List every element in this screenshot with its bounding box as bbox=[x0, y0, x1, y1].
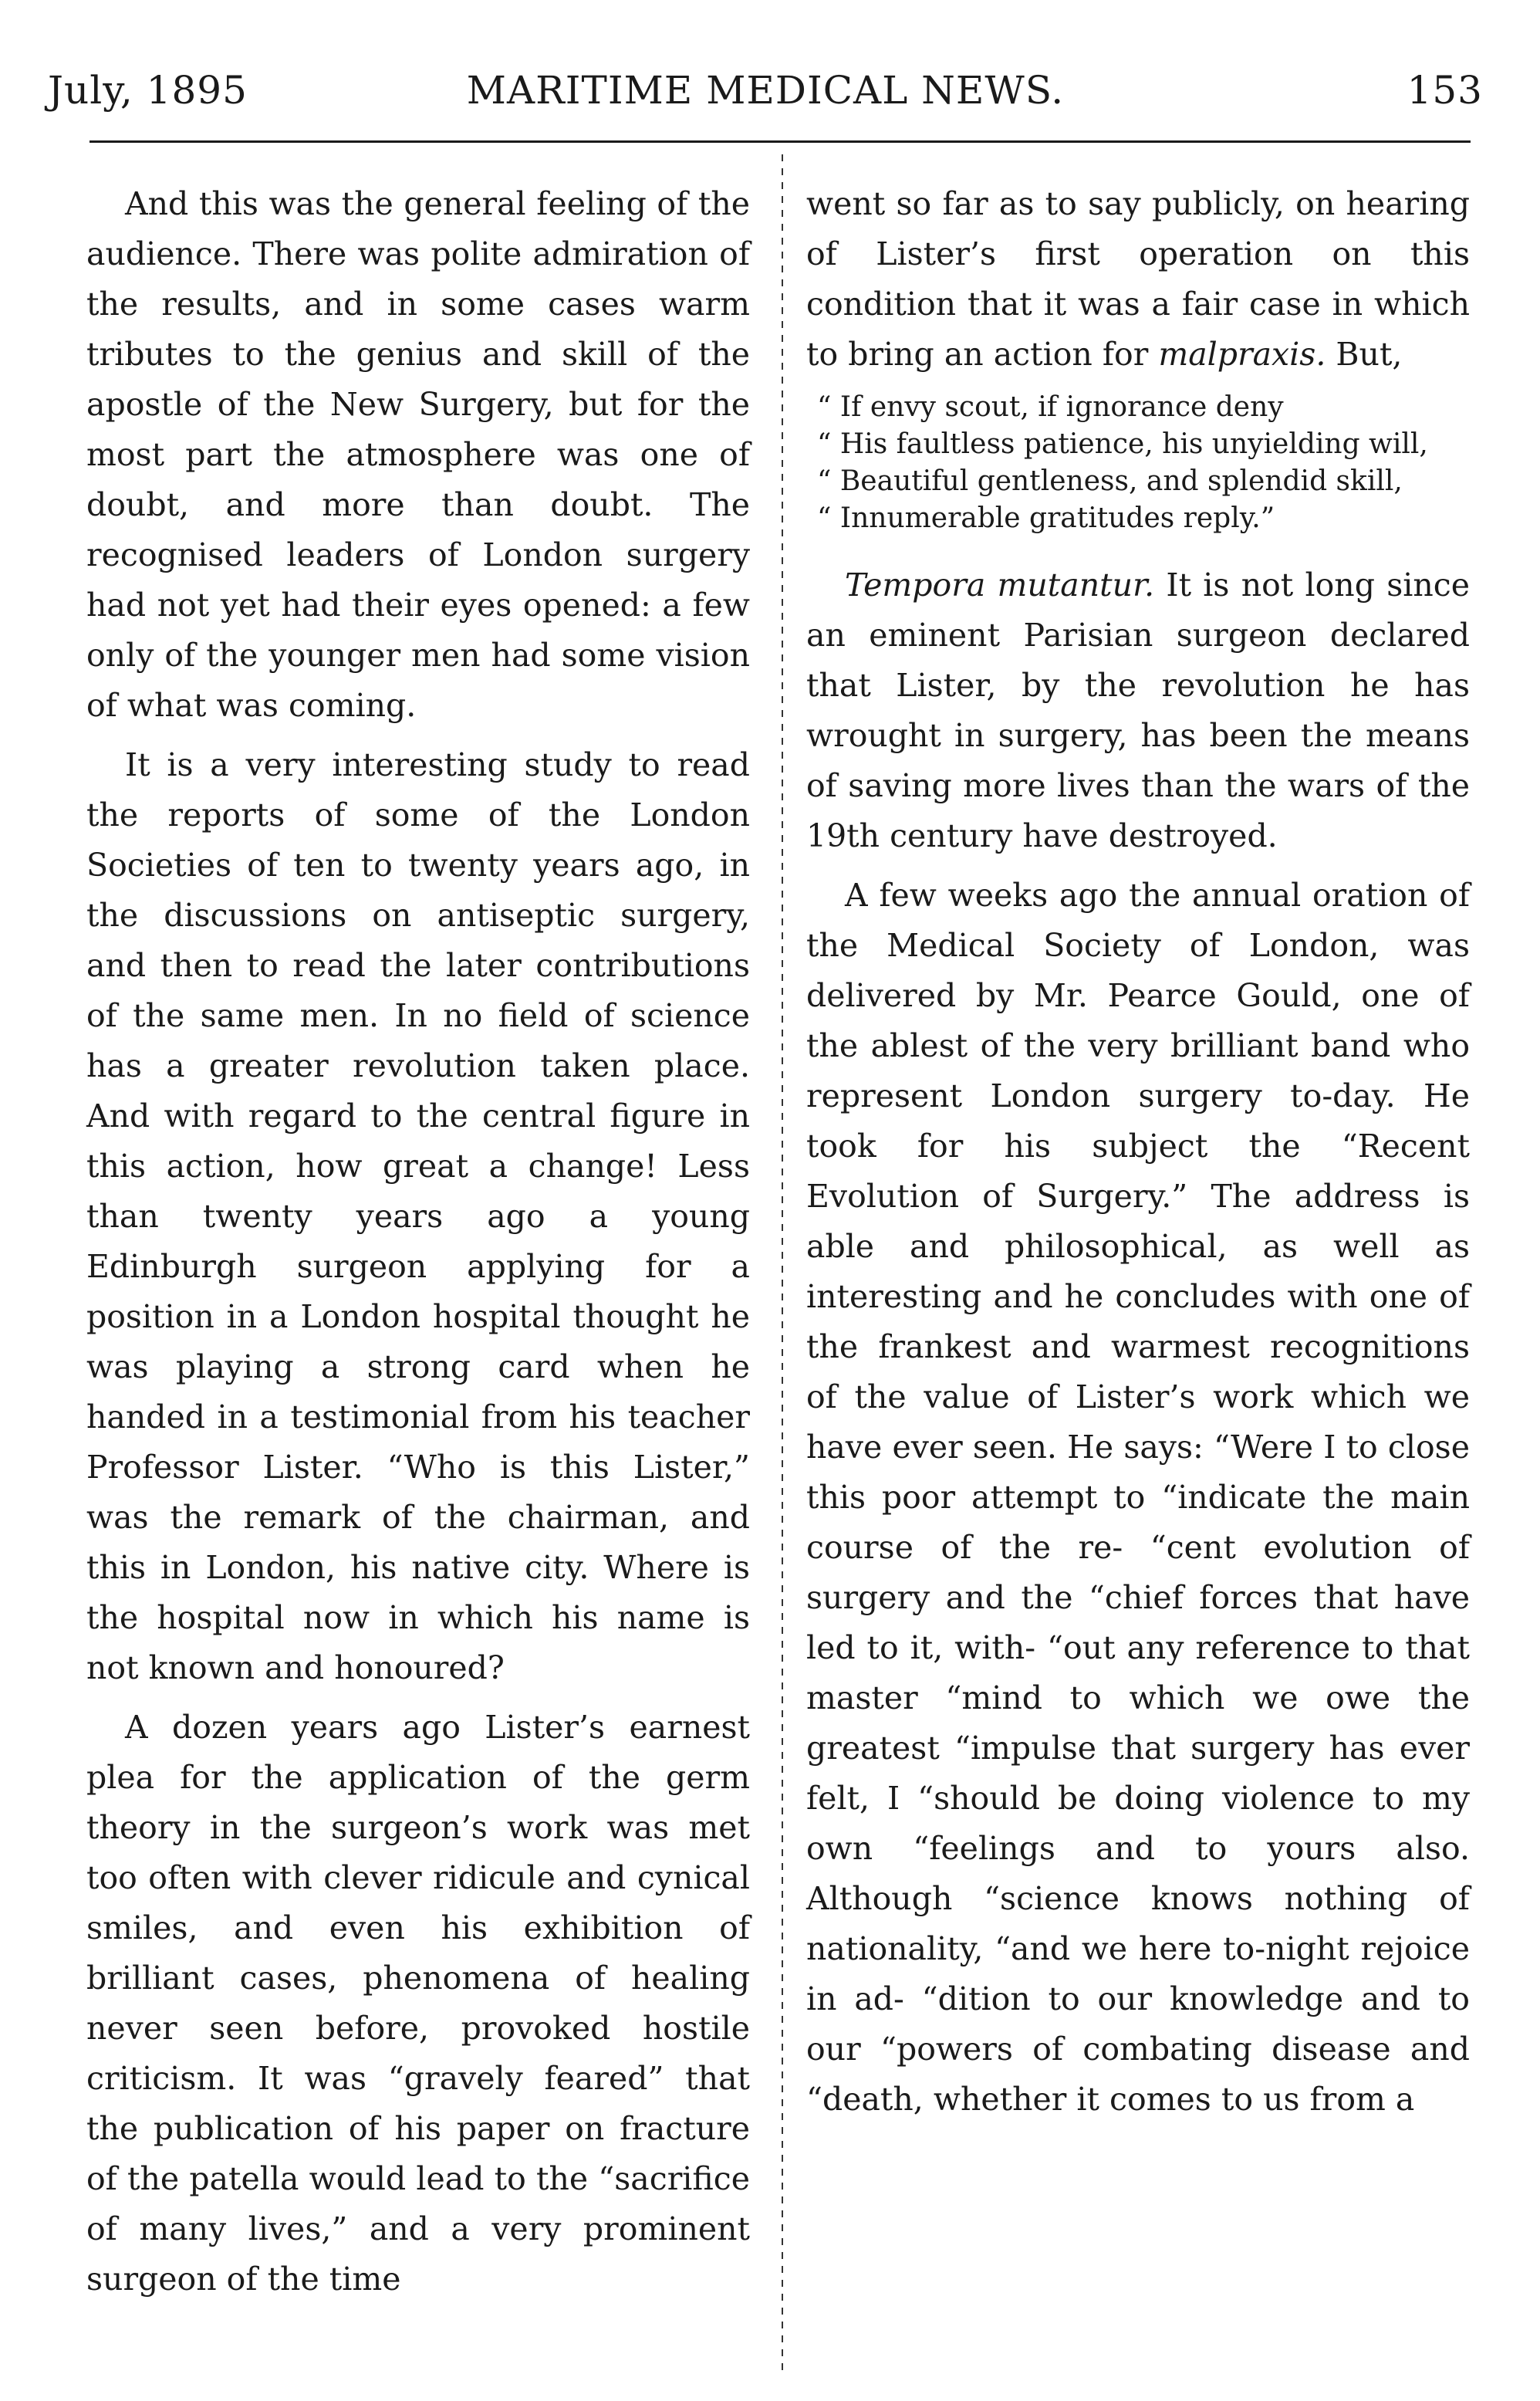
paragraph-text: But, bbox=[1326, 336, 1403, 373]
running-header bbox=[48, 68, 1483, 122]
right-column bbox=[806, 179, 1470, 2134]
verse-line: “ If envy scout, if ignorance deny bbox=[817, 391, 1284, 423]
paragraph: A few weeks ago the annual oration of the Medical Society of London, was delivered by Mr. Pearce Gould, one of the ablest of the very brilliant band who represent London surgery to-day. He took for his subject the “Recent Evolution of Surgery.” The address is able and philosophical, as well as interesting and he concludes with one of the frankest and warmest recognitions of the value of Lister’s work which we have ever seen. He says: “Were I to close this poor attempt to “indicate the main course of the re- “cent evolution of surgery and the “chief forces that have led to it, with- “out any reference to that master “mind to which we owe the greatest “impulse that surgery has ever felt, I “should be doing violence to my own “feelings and to yours also. Although “science knows nothing of nationality, “and we here to-night rejoice in ad- “dition to our knowledge and to our “powers of combating disease and “death, whether it comes to us from a bbox=[806, 877, 1470, 2118]
paragraph: It is a very interesting study to read the reports of some of the London Societies of ten to twenty years ago, in the discussions on antiseptic surgery, and then to read the later contributions of the same men. In no field of science has a greater revolution taken place. And with regard to the central figure in this action, how great a change! Less than twenty years ago a young Edinburgh surgeon applying for a position in a London hospital thought he was playing a strong card when he handed in a testimonial from his teacher Professor Lister. “Who is this Lister,” was the remark of the chairman, and this in London, his native city. Where is the hospital now in which his name is not known and honoured? bbox=[86, 746, 750, 1686]
header-rule bbox=[89, 140, 1471, 143]
paragraph bbox=[806, 560, 1470, 861]
issue-date: July, 1895 bbox=[48, 68, 248, 113]
left-column bbox=[86, 179, 750, 2314]
journal-title: MARITIME MEDICAL NEWS. bbox=[466, 68, 1065, 113]
verse-line: “ His faultless patience, his unyielding will, bbox=[817, 428, 1428, 460]
italic-term: Tempora mutantur. bbox=[845, 566, 1155, 604]
verse-quote bbox=[806, 389, 1470, 537]
paragraph: A dozen years ago Lister’s earnest plea for the application of the germ theory in the surgeon’s work was met too often with clever ridicule and cynical smiles, and even his exhibition of brilliant cases, phenomena of healing never seen before, provoked hostile criticism. It was “gravely feared” that the publication of his paper on fracture of the patella would lead to the “sacrifice of many lives,” and a very prominent surgeon of the time bbox=[86, 1709, 750, 2298]
column-divider bbox=[782, 154, 783, 2373]
paragraph-text: It is not long since an eminent Parisian surgeon declared that Lister, by the revolution he has wrought in surgery, has been the means of saving more lives than the wars of the 19th century have destroyed. bbox=[806, 566, 1470, 854]
page-number: 153 bbox=[1407, 68, 1483, 113]
verse-line: “ Innumerable gratitudes reply.” bbox=[817, 502, 1275, 534]
paragraph: And this was the general feeling of the audience. There was polite admiration of the results, and in some cases warm tributes to the genius and skill of the apostle of the New Surgery, but for the most part the atmosphere was one of doubt, and more than doubt. The recognised leaders of London surgery had not yet had their eyes opened: a few only of the younger men had some vision of what was coming. bbox=[86, 185, 750, 724]
italic-term: malpraxis. bbox=[1158, 336, 1326, 373]
paragraph bbox=[806, 179, 1470, 380]
verse-line: “ Beautiful gentleness, and splendid skill, bbox=[817, 465, 1403, 497]
paragraph-text: went so far as to say publicly, on hearing of Lister’s first operation on this condition that it was a fair case in which to bring an action for bbox=[806, 185, 1470, 373]
